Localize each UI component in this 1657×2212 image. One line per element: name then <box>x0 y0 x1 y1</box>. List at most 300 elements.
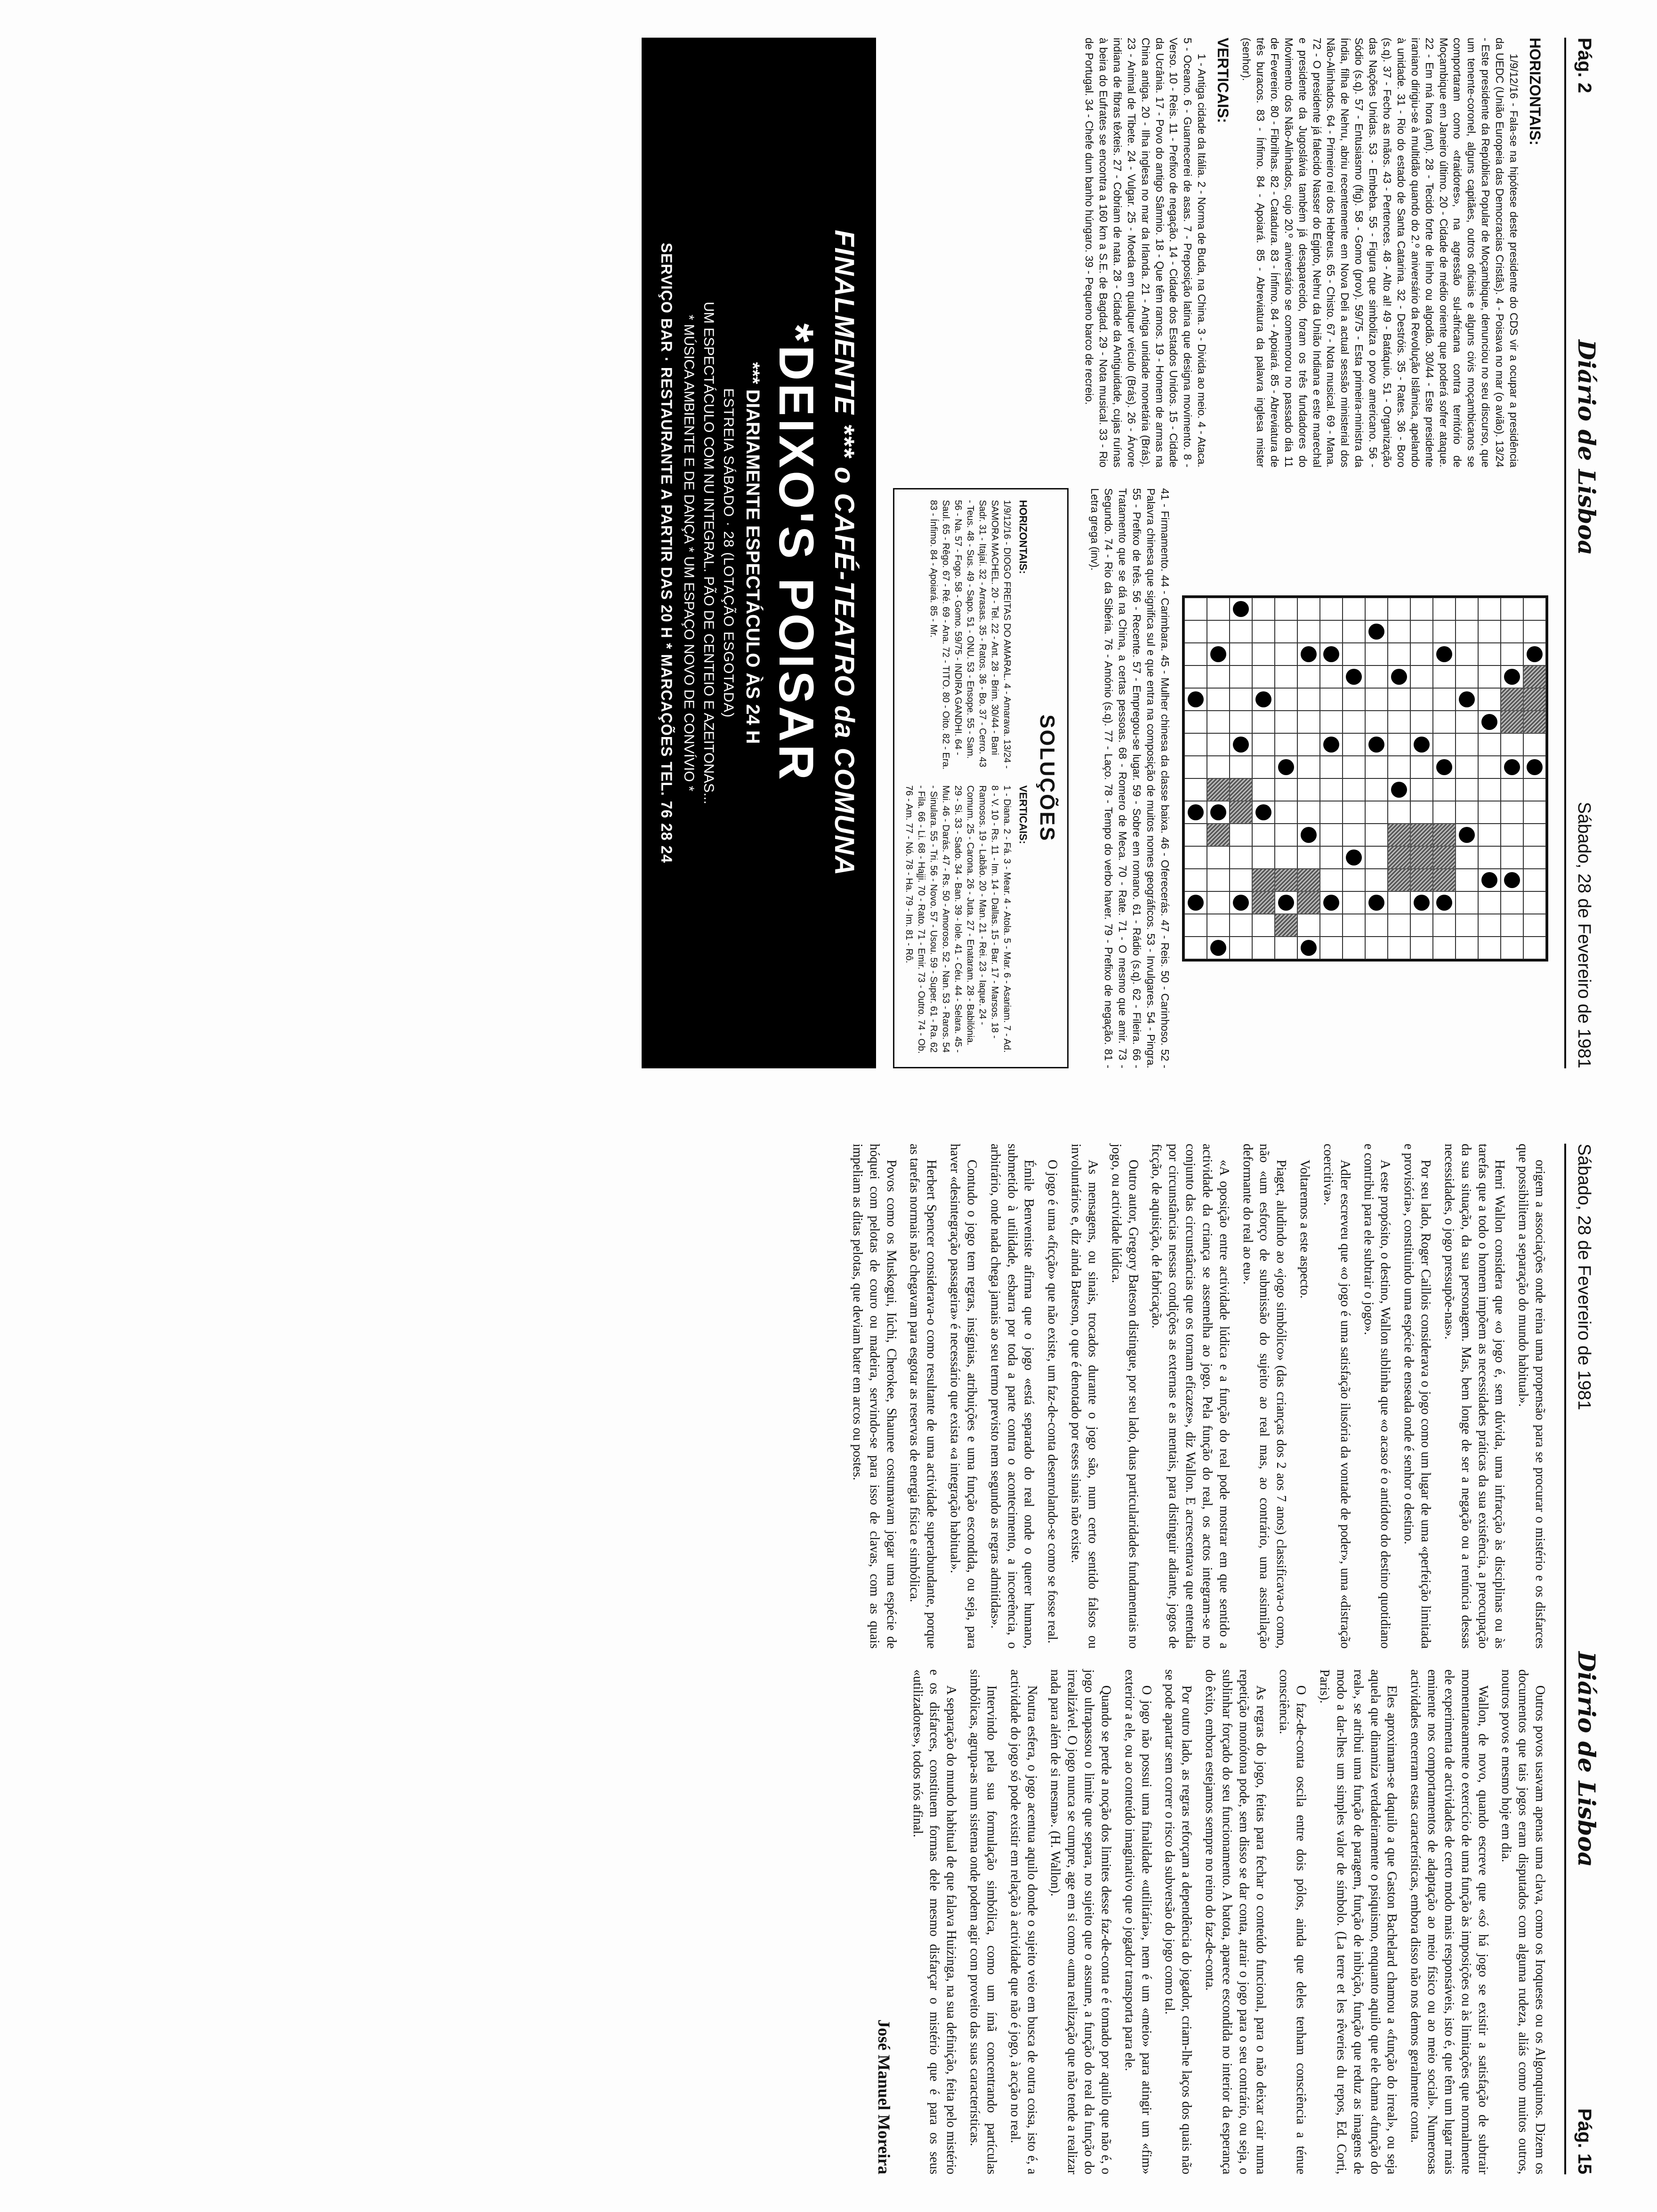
crossword-photo-cell <box>1501 711 1523 733</box>
crossword-cell <box>1410 665 1433 688</box>
article-paragraph: O jogo não possui uma finalidade «utilitária», nem é um «meio» para atingir um «fim» exterior a ele, ou ao conteúdo imaginativo que o jogador transporta para ele. <box>1122 1669 1154 2174</box>
right-newspaper-page <box>0 1106 1657 2212</box>
crossword-cell <box>1275 937 1297 959</box>
article-paragraph: Por outro lado, as regras reforçam a dependência do jogador, criam-lhe laços dos quais não se pode apartar sem correr o risco da subversão do jogo como tal. <box>1162 1669 1194 2174</box>
crossword-cell <box>1297 846 1320 869</box>
crossword-cell <box>1456 598 1478 620</box>
crossword-photo-cell <box>1523 711 1546 733</box>
solutions-verticais-text: 1 - Diana. 2 - Fá. 3 - Mear. 4 - Atola. 5 - Mar. 6 - Asariam. 7 - Ad. 8 - V. 10 - Rs. 11 - Im. 14 - Dallas. 15 - Bar. 17 - Marsos. 18 - Ramosos. 19 - Labão. 20 - Man. 21 - Rei. 23 - Iaque. 24 - Comum. 25 - Carona. 26 - Juta. 27 - Enataram. 28 - Babilónia. 29 - Si. 33 - Sado. 34 - Ban. 39 - Iole. 41 - Céu. 44 - Selara. 45 - Mui. 46 - Darás. 47 - Rs. 50 - Amoroso. 52 - Nan. 53 - Raros. 54 - Sinulara. 55 - Tri. 56 - Novo. 57 - Usou. 59 - Super. 61 - Ra. 62 - Fila. 66 - Li. 68 - Hajji. 70 - Rato. 71 - Emir. 73 - Outro. 74 - Ob. 76 - Am. 77 - Nó. 78 - Ha. 79 - Im. 81 - Rô. <box>904 785 1013 1054</box>
crossword-cell <box>1433 801 1456 824</box>
crossword-photo-cell <box>1230 801 1252 824</box>
crossword-photo-cell <box>1433 846 1456 869</box>
crossword-cell <box>1230 756 1252 778</box>
crossword-black-cell <box>1184 801 1207 824</box>
crossword-cell <box>1320 778 1343 801</box>
crossword-cell <box>1252 756 1275 778</box>
crossword-cell <box>1456 756 1478 778</box>
crossword-cell <box>1523 869 1546 891</box>
crossword-cell <box>1456 711 1478 733</box>
crossword-cell <box>1388 756 1410 778</box>
crossword-cell <box>1230 937 1252 959</box>
crossword-black-cell <box>1365 891 1388 914</box>
crossword-cell <box>1523 824 1546 846</box>
crossword-cell <box>1207 756 1230 778</box>
crossword-black-cell <box>1275 756 1297 778</box>
crossword-black-cell <box>1365 620 1388 643</box>
crossword-cell <box>1478 756 1501 778</box>
crossword-cell <box>1523 733 1546 756</box>
article-paragraph: Wallon, de novo, quando escreve que «só há jogo se existir a satisfação de subtrair momentaneamente o exercício de uma função às imposições ou às limitações que normalmente ele experimenta de actividades de certo modo mais responsáveis, isto é, que têm um lugar mais eminente nos comportamentos de adaptação ao meio físico ou ao meio social». Numerosas actividades encerram estas características, embora disso não nos demos geralmente conta. <box>1408 1669 1490 2174</box>
article-paragraph: Outros povos usavam apenas uma clava, como os Iroqueses ou os Algonquinos. Dizem os documentos que tais jogos eram disputados com alguma rudeza, aliás como muitos outros, noutros povos e mesmo hoje em dia. <box>1499 1669 1547 2174</box>
crossword-cell <box>1365 598 1388 620</box>
crossword-cell <box>1343 598 1365 620</box>
crossword-cell <box>1388 688 1410 711</box>
crossword-cell <box>1478 937 1501 959</box>
crossword-cell <box>1365 643 1388 665</box>
crossword-cell <box>1297 914 1320 937</box>
crossword-cell <box>1365 756 1388 778</box>
crossword-cell <box>1297 778 1320 801</box>
crossword-cell <box>1501 937 1523 959</box>
article-paragraph: Noutra esfera, o jogo acentua aquilo donde o sujeito veio em busca de outra coisa, isto é, a actividade do jogo só pode existir em relação à actividade que não é jogo, à acção no real. <box>1007 1669 1039 2174</box>
crossword-black-cell <box>1343 665 1365 688</box>
crossword-cell <box>1343 801 1365 824</box>
crossword-photo-cell <box>1297 891 1320 914</box>
crossword-cell <box>1320 665 1343 688</box>
crossword-cell <box>1184 711 1207 733</box>
crossword-black-cell <box>1230 733 1252 756</box>
crossword-cell <box>1207 869 1230 891</box>
crossword-cell <box>1365 846 1388 869</box>
crossword-cell <box>1410 756 1433 778</box>
horizontais-clues: 1/9/12/16 - Fala-se na hipótese deste presidente do CDS vir a ocupar a presidência da UEDC (União Europeia das Democracias Cristãs). 4 - Poisava no mar (o avião). 13/24 - Este presidente da República Popular de Moçambique, denunciou no seu discurso, que um tenente-coronel, alguns capitães, outros oficiais e alguns civis moçambicanos se comportaram como «traidores», na agressão sul-africana contra território de Moçambique em Janeiro último. 20 - Cidade de médio oriente que poderá sofrer ataque. 22 - Em má hora (ant). 28 - Tecido forte de linho ou algodão. 30/44 - Este presidente iraniano dirigiu-se à multidão quando do 2.º aniversário da Revolução Islâmica, apelando à unidade. 31 - Rio do estado de Santa Catarina. 32 - Destróis. 35 - Rates. 36 - Boro (s.q). 37 - Fecho as mãos. 43 - Pertences. 48 - Alto al! 49 - Batáquio. 51 - Organização das Nações Unidas. 53 - Embeba. 55 - Figura que simboliza o povo americano. 56 - Sódio (s.q). 57 - Entusiasmo (fig). 58 - Gomo (prov). 59/75 - Esta primeira-ministra da Índia, filha de Nehru, abriu recentemente em Nova Deli a actual sessão ministerial dos Não-Alinhados. 64 - Primeiro rei dos Hebreus. 65 - Chisto. 67 - Nota musical. 69 - Mana. 72 - O presidente já falecido Nasser do Egipto, Nehru da União Indiana e este marechal e presidente da Jugoslávia também já desaparecido, foram os três fundadores do Movimento dos Não-Alinhados, cujo 20.º aniversário se comemorou no passado dia 11 de Fevereiro. 80 - Fibrilhas. 82 - Catadura. 83 - Ínfimo. 84 - Apoiará. 85 - Abreviatura de três buracos. 83 - Ínfimo. 84 - Apoiará. 85 - Abreviatura da palavra inglesa mister (senhor). <box>1240 38 1520 468</box>
crossword-photo-cell <box>1410 846 1433 869</box>
crossword-cell <box>1275 824 1297 846</box>
ad-schedule: *** DIARIAMENTE ESPECTÁCULO ÀS 24 H <box>742 362 764 744</box>
crossword-black-cell <box>1184 688 1207 711</box>
article-paragraph: O jogo é uma «ficção» que não existe, um faz-de-conta desenrolando-se como se fosse real. <box>1045 1160 1060 1643</box>
crossword-black-cell <box>1478 869 1501 891</box>
crossword-cell <box>1410 711 1433 733</box>
crossword-cell <box>1365 778 1388 801</box>
crossword-cell <box>1501 778 1523 801</box>
crossword-cell <box>1207 665 1230 688</box>
crossword-cell <box>1478 824 1501 846</box>
crossword-cell <box>1388 914 1410 937</box>
verticais-heading: VERTICAIS: <box>1215 38 1232 123</box>
article-paragraph: Intervindo pela sua formulação simbólica, como um ímã concentrando partículas simbólicas, agrupa-as num sistema onde podem agir com proveito das suas características. <box>967 1669 999 2174</box>
crossword-cell <box>1320 869 1343 891</box>
crossword-photo-cell <box>1207 824 1230 846</box>
crossword-photo-cell <box>1523 688 1546 711</box>
crossword-cell <box>1410 914 1433 937</box>
crossword-cell <box>1388 711 1410 733</box>
crossword-cell <box>1252 711 1275 733</box>
crossword-cell <box>1388 643 1410 665</box>
crossword-area <box>893 488 1548 1068</box>
crossword-cell <box>1433 778 1456 801</box>
article-column-2 <box>842 1669 1548 2174</box>
crossword-cell <box>1501 620 1523 643</box>
crossword-black-cell <box>1410 733 1433 756</box>
horizontais-heading: HORIZONTAIS: <box>1527 38 1544 145</box>
crossword-cell <box>1207 846 1230 869</box>
crossword-cell <box>1320 801 1343 824</box>
crossword-cell <box>1433 665 1456 688</box>
crossword-cell <box>1478 846 1501 869</box>
crossword-cell <box>1478 891 1501 914</box>
crossword-cell <box>1320 688 1343 711</box>
article-paragraph: Povos como os Muskogui, Iúchi, Cherokee, Shaunee costumavam jogar uma espécie de hóquei com pelotas de couro ou madeira, servindo-se para isso de clavas, com as quais impeliam as ditas pelotas, que deviam bater em arcos ou postes. <box>850 1144 899 1649</box>
crossword-black-cell <box>1320 733 1343 756</box>
crossword-cell <box>1207 733 1230 756</box>
crossword-cell <box>1252 643 1275 665</box>
crossword-cell <box>1478 688 1501 711</box>
right-folio <box>1564 1144 1601 2174</box>
crossword-black-cell <box>1456 824 1478 846</box>
crossword-cell <box>1365 869 1388 891</box>
left-date: Sábado, 28 de Fevereiro de 1981 <box>1574 801 1594 1068</box>
crossword-cell <box>1252 914 1275 937</box>
crossword-black-cell <box>1320 643 1343 665</box>
crossword-black-cell <box>1433 643 1456 665</box>
crossword-cell <box>1523 937 1546 959</box>
ad-contact: SERVIÇO BAR · RESTAURANTE A PARTIR DAS 20 H * MARCAÇÕES TEL. 76 28 24 <box>658 242 676 864</box>
article-author: José Manuel Moreira <box>874 2019 893 2174</box>
crossword-cell <box>1275 711 1297 733</box>
crossword-black-cell <box>1523 756 1546 778</box>
crossword-cell <box>1456 891 1478 914</box>
crossword-cell <box>1320 846 1343 869</box>
crossword-grid <box>1182 595 1548 962</box>
article-columns <box>842 1144 1548 2174</box>
crossword-cell <box>1343 688 1365 711</box>
article-paragraph: Henri Wallon considera que «o jogo é, sem dúvida, uma infracção às disciplinas ou às tarefas que a todo o homem impõem as necessidades práticas da sua existência, a preocupação da sua situação, da sua personagem. Mas, bem longe de ser a negação ou a renúncia dessas necessidades, o jogo pressupõe-nas». <box>1441 1144 1507 1649</box>
crossword-cell <box>1343 869 1365 891</box>
crossword-photo-cell <box>1252 891 1275 914</box>
crossword-cell <box>1410 937 1433 959</box>
left-page-number: Pág. 2 <box>1574 38 1595 93</box>
crossword-cell <box>1184 643 1207 665</box>
crossword-photo-cell <box>1433 824 1456 846</box>
crossword-cell <box>1523 914 1546 937</box>
article-paragraph: A separação do mundo habitual de que falava Huizinga, na sua definição, feita pelo mistério e os disfarces, constituem formas dele mesmo disfarçar o mistério que é para os seus «utilizadores», todos nós afinal. <box>910 1669 959 2174</box>
crossword-cell <box>1275 643 1297 665</box>
crossword-black-cell <box>1433 756 1456 778</box>
crossword-cell <box>1456 665 1478 688</box>
crossword-cell <box>1501 824 1523 846</box>
crossword-cell <box>1275 620 1297 643</box>
crossword-cell <box>1410 598 1433 620</box>
crossword-cell <box>1184 846 1207 869</box>
crossword-cell <box>1275 598 1297 620</box>
crossword-cell <box>1320 824 1343 846</box>
crossword-photo-cell <box>1275 914 1297 937</box>
crossword-cell <box>1365 937 1388 959</box>
crossword-cell <box>1297 756 1320 778</box>
crossword-cell <box>1523 846 1546 869</box>
crossword-cell <box>1297 711 1320 733</box>
crossword-black-cell <box>1320 891 1343 914</box>
crossword-black-cell <box>1523 643 1546 665</box>
crossword-cell <box>1501 914 1523 937</box>
article-paragraph: Voltaremos a este aspecto. <box>1297 1160 1312 1298</box>
crossword-cell <box>1478 914 1501 937</box>
article-paragraph: «A oposição entre actividade lúdica e a função do real pode mostrar em que sentido a actividade da criança se assemelha ao jogo. Pela função do real, os actos integram-se no conjunto das circunstâncias que os tornam eficazes», diz Wallon. E acrescentava que entendia por circunstâncias nessas condições as externas e as mentais, para distinguir adiante, jogos de ficção, de aquisição, de fabricação. <box>1149 1144 1231 1649</box>
crossword-black-cell <box>1501 665 1523 688</box>
crossword-cell <box>1410 643 1433 665</box>
crossword-photo-cell <box>1207 778 1230 801</box>
article-paragraph: Eles aproximam-se daquilo a que Gaston Bachelard chamou a «função do irreal», ou seja aquela que dinamiza verdadeiramente o psiquismo, enquanto aquilo que ele chama «função do real», se atribui uma função de paragem, função de inibição, função que reduz as imagens de modo a dar-lhes um simples valor de símbolo. (La terre et les rêveries du repos, Ed. Corti, Paris). <box>1317 1669 1400 2174</box>
crossword-cell <box>1184 733 1207 756</box>
crossword-photo-cell <box>1230 778 1252 801</box>
crossword-cell <box>1410 688 1433 711</box>
article-paragraph: As mensagens, ou sinais, trocados durante o jogo são, num certo sentido falsos ou involuntários e, diz ainda Bateson, o que é denotado por esses sinais não existe. <box>1069 1144 1100 1649</box>
crossword-cell <box>1184 665 1207 688</box>
crossword-cell <box>1275 778 1297 801</box>
crossword-cell <box>1388 598 1410 620</box>
ad-headline: FINALMENTE *** o CAFÉ-TEATRO da COMUNA <box>829 230 860 876</box>
crossword-cell <box>1320 914 1343 937</box>
crossword-cell <box>1252 937 1275 959</box>
crossword-section <box>893 38 1548 1068</box>
crossword-cell <box>1456 620 1478 643</box>
crossword-black-cell <box>1456 688 1478 711</box>
crossword-black-cell <box>1207 643 1230 665</box>
crossword-cell <box>1433 711 1456 733</box>
crossword-cell <box>1275 688 1297 711</box>
crossword-cell <box>1184 620 1207 643</box>
crossword-cell <box>1207 711 1230 733</box>
crossword-cell <box>1184 869 1207 891</box>
solutions-heading: SOLUÇÕES <box>1035 714 1059 842</box>
crossword-cell <box>1365 801 1388 824</box>
crossword-cell <box>1478 801 1501 824</box>
crossword-cell <box>1275 801 1297 824</box>
crossword-cell <box>1297 733 1320 756</box>
crossword-cell <box>1184 824 1207 846</box>
crossword-photo-cell <box>1388 824 1410 846</box>
left-folio <box>1564 38 1601 1068</box>
crossword-cell <box>1523 620 1546 643</box>
crossword-cell <box>1478 778 1501 801</box>
crossword-cell <box>1252 620 1275 643</box>
crossword-cell <box>1456 914 1478 937</box>
ad-extras: * MÚSICA AMBIENTE E DE DANÇA * UM ESPAÇO NOVO DE CONVÍVIO * <box>681 314 697 792</box>
crossword-cell <box>1433 620 1456 643</box>
crossword-cell <box>1343 891 1365 914</box>
article-paragraph: Outro autor, Gregory Bateson distingue, por seu lado, duas particularidades fundamentais no jogo, ou actividade lúdica. <box>1109 1144 1141 1649</box>
crossword-cell <box>1365 914 1388 937</box>
crossword-black-cell <box>1501 756 1523 778</box>
crossword-black-cell <box>1252 801 1275 824</box>
crossword-cell <box>1184 937 1207 959</box>
crossword-cell <box>1343 778 1365 801</box>
crossword-cell <box>1230 846 1252 869</box>
crossword-cell <box>1388 937 1410 959</box>
crossword-cell <box>1478 598 1501 620</box>
crossword-cell <box>1343 914 1365 937</box>
crossword-cell <box>1207 620 1230 643</box>
crossword-cell <box>1297 598 1320 620</box>
crossword-cell <box>1184 778 1207 801</box>
crossword-cell <box>1320 756 1343 778</box>
crossword-photo-cell <box>1252 869 1275 891</box>
crossword-cell <box>1433 937 1456 959</box>
crossword-cell <box>1365 665 1388 688</box>
ad-description: UM ESPECTÁCULO COM NU INTEGRAL. PÃO DE CENTEIO E AZEITONAS... <box>701 302 717 804</box>
crossword-cell <box>1456 801 1478 824</box>
crossword-cell <box>1388 733 1410 756</box>
crossword-black-cell <box>1478 711 1501 733</box>
right-page-number: Pág. 15 <box>1574 2108 1595 2174</box>
ad-show-title: *DEIXO'S POISAR <box>769 323 824 783</box>
crossword-cell <box>1388 891 1410 914</box>
article-paragraph: origem a associações onde reina uma propensão para se procurar o mistério e os disfarces que possibilitem a separação do mundo habitual». <box>1516 1144 1547 1649</box>
crossword-cell <box>1230 688 1252 711</box>
crossword-photo-cell <box>1501 688 1523 711</box>
article-column-1 <box>842 1144 1548 1649</box>
solutions-horizontais-heading: HORIZONTAIS: <box>1017 500 1029 574</box>
crossword-cell <box>1501 643 1523 665</box>
crossword-photo-cell <box>1433 869 1456 891</box>
crossword-cell <box>1343 733 1365 756</box>
crossword-cell <box>1365 824 1388 846</box>
verticais-clues: 1 - Antiga cidade da Itália. 2 - Norma de Buda, na China. 3 - Divida ao meio. 4 - Ataca. 5 - Oceano. 6 - Guarnecerei de asas. 7 - Preposição latina que designa movimento. 8 - Verso. 10 - Reis. 11 - Prefixo de negação. 14 - Cidade dos Estados Unidos. 15 - Cidade da Ucrânia. 17 - Povo do antigo Sâmnio. 18 - Que têm ramos. 19 - Homem de armas na China antiga. 20 - Ilha inglesa no mar da Irlanda. 21 - Antiga unidade monetária (Brás). 23 - Animal de Tibete. 24 - Vulgar. 25 - Moeda em qualquer veículo (Brás). 26 - Árvore indiana de fibras têxteis. 27 - Cobriam de nata. 28 - Cidade da Antiguidade, cujas ruínas à beira do Eufrates se encontra a 160 km a S.E. de Bagdad. 29 - Nota musical. 33 - Rio de Portugal. 34 - Chefe dum banho húngaro. 39 - Pequeno barco de recreio. <box>1083 38 1208 468</box>
crossword-cell <box>1207 891 1230 914</box>
article-paragraph: Quando se perde a noção dos limites desse faz-de-conta e é tomado por aquilo que não é, o jogo ultrapassou o limite que separa, no sujeito que o assume, a função do real da função do irrealizável. O jogo nunca se cumpre, age em si como «uma realização que não tende a realizar nada para além de si mesma». (H. Wallon). <box>1048 1669 1113 2174</box>
crossword-cell <box>1433 598 1456 620</box>
crossword-photo-cell <box>1297 869 1320 891</box>
crossword-black-cell <box>1365 733 1388 756</box>
crossword-cell <box>1275 665 1297 688</box>
crossword-cell <box>1275 733 1297 756</box>
crossword-black-cell <box>1207 937 1230 959</box>
crossword-black-cell <box>1230 598 1252 620</box>
article-paragraph: As regras do jogo, feitas para fechar o conteúdo funcional, para o não deixar cair numa repetição monótona pode, sem disso se dar conta, atrair o jogo para o seu contrário, ou seja, o sublinhar forçado do seu funcionamento. A batota, aparece escondida no interior da esperança do êxito, embora estejamos sempre no reino do faz-de-conta. <box>1203 1669 1268 2174</box>
crossword-photo-cell <box>1388 846 1410 869</box>
crossword-cell <box>1207 914 1230 937</box>
crossword-cell <box>1252 733 1275 756</box>
crossword-cell <box>1230 914 1252 937</box>
crossword-cell <box>1456 733 1478 756</box>
crossword-black-cell <box>1230 891 1252 914</box>
crossword-cell <box>1252 598 1275 620</box>
crossword-cell <box>1343 620 1365 643</box>
crossword-black-cell <box>1207 801 1230 824</box>
crossword-cell <box>1230 711 1252 733</box>
crossword-cell <box>1456 869 1478 891</box>
article-paragraph: Adler escreveu que «o jogo é uma satisfação ilusória da vontade de poder», uma «distração coercitiva». <box>1320 1144 1352 1649</box>
crossword-cell <box>1433 688 1456 711</box>
crossword-cell <box>1252 778 1275 801</box>
crossword-cell <box>1456 643 1478 665</box>
article-paragraph: Por seu lado, Roger Caillois considerava o jogo como um lugar de uma «perfeição limitada e provisória», constituindo uma espécie de enseada onde é senhor o destino. <box>1401 1144 1433 1649</box>
crossword-cell <box>1297 620 1320 643</box>
crossword-cell <box>1410 778 1433 801</box>
crossword-cell <box>1501 891 1523 914</box>
crossword-cell <box>1230 620 1252 643</box>
left-masthead: Diário de Lisboa <box>1573 339 1601 555</box>
crossword-cell <box>1207 598 1230 620</box>
crossword-black-cell <box>1501 869 1523 891</box>
crossword-cell <box>1320 711 1343 733</box>
ad-premiere: ESTREIA SÁBADO · 28 (LOTAÇÃO ESGOTADA) <box>721 388 737 718</box>
crossword-cell <box>1252 824 1275 846</box>
crossword-cell <box>1365 711 1388 733</box>
crossword-cell <box>1184 756 1207 778</box>
crossword-cell <box>1388 801 1410 824</box>
article-paragraph: A este propósito, o destino, Wallon sublinha que «o acaso é o antídoto do destino quotidiano e contribui para ele subtrair o jogo». <box>1361 1144 1393 1649</box>
crossword-cell <box>1523 891 1546 914</box>
crossword-cell <box>1184 914 1207 937</box>
article-paragraph: Émile Benveniste afirma que o jogo «está separado do real onde o querer humano, submetido à utilidade, esbarra por toda a parte contra o acontecimento, a incoerência, o arbitrário, onde nada chega jamais ao seu termo previsto nem segundo as regras admitidas». <box>988 1144 1037 1649</box>
crossword-cell <box>1456 846 1478 869</box>
crossword-cell <box>1433 914 1456 937</box>
right-date: Sábado, 28 de Fevereiro de 1981 <box>1574 1144 1594 1411</box>
crossword-cell <box>1297 688 1320 711</box>
crossword-cell <box>1478 733 1501 756</box>
crossword-photo-cell <box>1410 824 1433 846</box>
crossword-black-cell <box>1388 778 1410 801</box>
crossword-black-cell <box>1343 846 1365 869</box>
crossword-cell <box>1230 643 1252 665</box>
crossword-cell <box>1410 801 1433 824</box>
crossword-cell <box>1320 598 1343 620</box>
crossword-cell <box>1478 643 1501 665</box>
crossword-black-cell <box>1184 891 1207 914</box>
crossword-cell <box>1388 620 1410 643</box>
crossword-black-cell <box>1410 891 1433 914</box>
crossword-black-cell <box>1297 937 1320 959</box>
crossword-cell <box>1207 688 1230 711</box>
crossword-black-cell <box>1275 891 1297 914</box>
crossword-cell <box>1230 869 1252 891</box>
crossword-cell <box>1501 598 1523 620</box>
crossword-cell <box>1297 801 1320 824</box>
crossword-cell <box>1343 937 1365 959</box>
crossword-cell <box>1343 756 1365 778</box>
article-paragraph: Piaget, aludindo ao «jogo simbólico» (das crianças dos 2 aos 7 anos) classificava-o como, não «um esforço de submissão do sujeito ao real mas, ao contrário, uma assimilação deformante do real ao eu». <box>1240 1144 1289 1649</box>
crossword-cell <box>1320 937 1343 959</box>
solutions-verticais-heading: VERTICAIS: <box>1017 785 1029 844</box>
crossword-cell <box>1456 937 1478 959</box>
solutions-horizontais-text: 1/9/12/16 - DIOGO FREITAS DO AMARAL. 4 - Amarava. 13/24 - SAMORA MACHEL. 20 - Tel. 22 - Ant. 28 - Brim. 30/44 - Bani Sadr. 31 - Itajaí. 32 - Arrasas. 35 - Ratos. 36 - Bo. 37 - Cerro. 43 - Teus. 48 - Sus. 49 - Sapo. 51 - ONU. 53 - Ensope. 55 - Sam. 56 - Na. 57 - Fogo. 58 - Gomo. 59/75 - INDIRA GANDHI. 64 - Saul. 65 - Rêgo. 67 - Ré. 69 - Ana. 72 - TITO. 80 - Oito. 82 - Era. 83 - Ínfimo. 84 - Apoiará. 85 - Mr. <box>928 500 1013 770</box>
crossword-photo-cell <box>1410 869 1433 891</box>
crossword-cell <box>1297 665 1320 688</box>
crossword-cell <box>1410 620 1433 643</box>
crossword-cell <box>1230 665 1252 688</box>
solutions-box <box>893 488 1069 1068</box>
crossword-cell <box>1433 733 1456 756</box>
crossword-cell <box>1320 620 1343 643</box>
crossword-cell <box>1523 598 1546 620</box>
crossword-cell <box>1184 598 1207 620</box>
crossword-black-cell <box>1252 688 1275 711</box>
crossword-cell <box>1230 824 1252 846</box>
crossword-black-cell <box>1433 891 1456 914</box>
crossword-photo-cell <box>1523 665 1546 688</box>
crossword-cell <box>1523 801 1546 824</box>
crossword-cell <box>1456 778 1478 801</box>
clues-column <box>893 38 1548 467</box>
crossword-photo-cell <box>1275 869 1297 891</box>
article-paragraph: Contudo o jogo tem regras, insígnias, atribuições e uma função escondida, ou seja, para haver «desintegração passageira» é necessário que exista «a integração habitual». <box>948 1144 979 1649</box>
crossword-cell <box>1365 688 1388 711</box>
verticais-clues-continued: 41 - Firmamento. 44 - Carimbara. 45 - Mulher chinesa da classe baixa. 46 - Oferecerás. 47 - Reis. 50 - Carinhoso. 52 - Palavra chinesa que significa sul e que entra na composição de muitos nomes geográficos. 53 - Invulgares. 54 - Pingra. 55 - Prefixo de três. 56 - Recente. 57 - Empregou-se lugar. 59 - Sobre em romano. 61 - Rádio (s.q). 62 - Fileira. 66 - Tratamento que se dá na China, a certas pessoas. 68 - Romero de Meca. 70 - Rate. 71 - O mesmo que amir. 73 - Segundo. 74 - Rio da Sibéria. 76 - Amónio (s.q). 77 - Laço. 78 - Tempo do verbo haver. 79 - Prefixo de negação. 81 - Letra grega (inv). <box>1088 488 1171 1068</box>
crossword-cell <box>1252 665 1275 688</box>
crossword-cell <box>1501 846 1523 869</box>
